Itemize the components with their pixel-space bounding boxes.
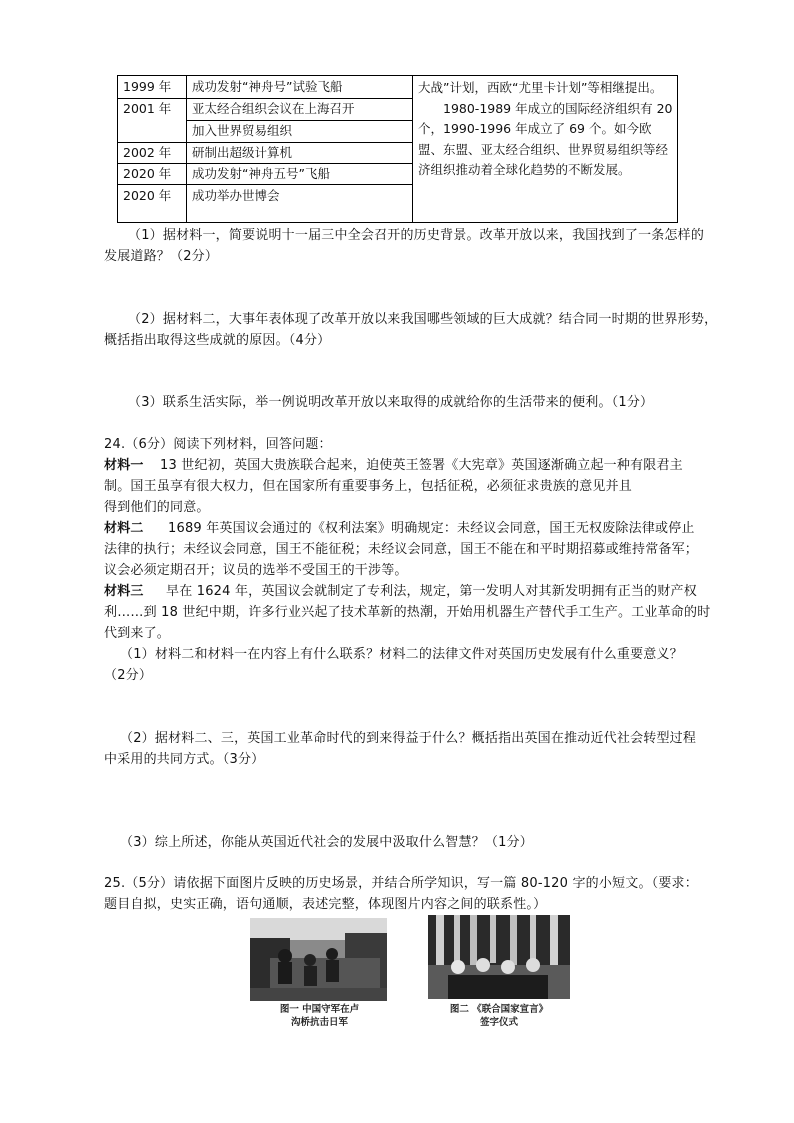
table-right-text xyxy=(418,78,674,181)
q24-material2-line1: 1689 年英国议会通过的《权利法案》明确规定：未经议会同意，国王无权废除法律或停止 xyxy=(168,521,695,536)
table-divider xyxy=(118,184,412,185)
q24-material1-line1: 13 世纪初，英国大贵族联合起来，迫使英王签署《大宪章》英国逐渐确立起一种有限君主 xyxy=(160,458,683,473)
q25-line1: 25.（5分）请依据下面图片反映的历史场景，并结合所学知识，写一篇 80-120 字的小短文。（要求： xyxy=(104,876,698,891)
right-text-2: 1980-1989 年成立的国际经济组织有 20 个，1990-1996 年成立了 69 个。如今欧盟、东盟、亚太经合组织、世界贸易组织等经济组织推动着全球化趋势的不断发展。 xyxy=(418,100,673,177)
q24-material2-label: 材料二 xyxy=(104,521,144,536)
q24-2-line1: （2）据材料二、三，英国工业革命时代的到来得益于什么？概括指出英国在推动近代社会转型过程 xyxy=(120,731,697,746)
table-divider xyxy=(412,76,413,222)
q23-1-line2: 发展道路？（2分） xyxy=(104,249,219,264)
table-year: 2020 年 xyxy=(123,188,172,203)
figure2-caption-1: 图二 《联合国家宣言》 xyxy=(449,1004,549,1015)
q23-1-line1: （1）据材料一，简要说明十一届三中全会召开的历史背景。改革开放以来，我国找到了一条怎样的 xyxy=(128,228,705,243)
table-event: 加入世界贸易组织 xyxy=(192,123,293,138)
figure1-photo xyxy=(250,918,387,1001)
figure1-caption-2: 沟桥抗击日军 xyxy=(290,1017,348,1028)
table-event: 成功发射“神舟五号”飞船 xyxy=(192,166,330,181)
q24-2-line2: 中采用的共同方式。（3分） xyxy=(104,752,265,767)
q24-material1-line2: 制。国王虽享有很大权力，但在国家所有重要事务上，包括征税，必须征求贵族的意见并且 xyxy=(104,479,633,494)
table-event: 成功举办世博会 xyxy=(192,188,280,203)
q23-3-line1: （3）联系生活实际，举一例说明改革开放以来取得的成就给你的生活带来的便利。（1分） xyxy=(128,395,654,410)
figure2-caption-2: 签字仪式 xyxy=(479,1017,518,1028)
q23-2-line2: 概括指出取得这些成就的原因。（4分） xyxy=(104,333,331,348)
q24-material2-line2: 法律的执行；未经议会同意，国王不能征税；未经议会同意，国王不能在和平时期招募或维持常备军； xyxy=(104,542,699,557)
table-year: 1999 年 xyxy=(123,79,172,94)
q24-material3-line2: 利……到 18 世纪中期，许多行业兴起了技术革新的热潮，开始用机器生产替代手工生产。工业革命的时 xyxy=(104,605,711,620)
figure2-photo-image xyxy=(428,915,570,999)
table-event: 成功发射“神舟号”试验飞船 xyxy=(192,79,343,94)
figure1-caption-1: 图一 中国守军在卢 xyxy=(279,1004,360,1015)
q24-material3-line1: 早在 1624 年，英国议会就制定了专利法，规定，第一发明人对其新发明拥有正当的财产权 xyxy=(166,584,697,599)
q25-line2: 题目自拟，史实正确，语句通顺，表述完整，体现图片内容之间的联系性。） xyxy=(104,897,547,912)
chronology-table xyxy=(117,75,678,223)
q24-header: 24.（6分）阅读下列材料，回答问题： xyxy=(104,437,332,452)
table-event: 研制出超级计算机 xyxy=(192,145,293,160)
table-year: 2002 年 xyxy=(123,145,172,160)
table-year: 2001 年 xyxy=(123,101,172,116)
q23-2-line1: （2）据材料二，大事年表体现了改革开放以来我国哪些领域的巨大成就？结合同一时期的世界形势， xyxy=(128,312,718,327)
table-event: 亚太经合组织会议在上海召开 xyxy=(192,101,355,116)
q24-material2-line3: 议会必须定期召开；议员的选举不受国王的干涉等。 xyxy=(104,563,408,578)
q24-1-line2: （2分） xyxy=(104,668,153,683)
figure2-photo xyxy=(428,915,570,999)
q24-material3-line3: 代到来了。 xyxy=(104,626,171,641)
table-year: 2020 年 xyxy=(123,166,172,181)
figure1-photo-image xyxy=(250,918,387,1001)
q24-1-line1: （1）材料二和材料一在内容上有什么联系？材料二的法律文件对英国历史发展有什么重要意义？ xyxy=(120,647,683,662)
right-text-1: 大战”计划，西欧“尤里卡计划”等相继提出。 xyxy=(418,80,663,95)
q24-material3-label: 材料三 xyxy=(104,584,144,599)
q24-material1-label: 材料一 xyxy=(104,458,144,473)
q24-3-line1: （3）综上所述，你能从英国近代社会的发展中汲取什么智慧？（1分） xyxy=(120,835,533,850)
q24-material1-line3: 得到他们的同意。 xyxy=(104,500,210,515)
